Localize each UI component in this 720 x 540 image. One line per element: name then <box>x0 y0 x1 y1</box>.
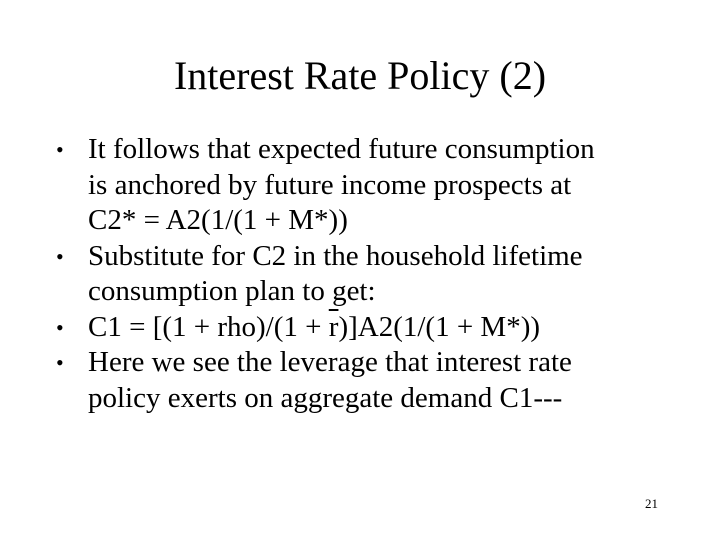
bullet-item <box>56 132 696 239</box>
equation-part: )]A2(1/(1 + M*)) <box>338 310 541 343</box>
bullet-line: policy exerts on aggregate demand C1--- <box>88 381 563 414</box>
bullet-line: consumption plan to get: <box>88 275 376 307</box>
bullet-list <box>56 132 696 416</box>
r-bar-symbol: $\overline{r}$ <box>328 310 339 343</box>
bullet-line: C2* = A2(1/(1 + M*)) <box>88 204 348 236</box>
bullet-icon: • <box>56 243 64 269</box>
equation-part: C1 = [(1 + rho)/(1 + <box>88 310 329 343</box>
bullet-item <box>56 239 696 310</box>
bullet-line: Here we see the leverage that interest rate <box>88 346 572 378</box>
bullet-line: It follows that expected future consumption <box>88 133 595 165</box>
bullet-item <box>56 310 696 346</box>
slide-title: Interest Rate Policy (2) <box>173 53 547 98</box>
equation-line <box>88 310 696 346</box>
bullet-icon: • <box>56 350 64 375</box>
bullet-line: is anchored by future income prospects at <box>88 168 572 201</box>
bullet-icon: • <box>56 314 64 340</box>
bullet-icon: • <box>56 137 64 162</box>
bullet-item <box>56 345 696 416</box>
bullet-line: Substitute for C2 in the household lifetime <box>88 239 583 272</box>
page-number: 21 <box>645 496 658 511</box>
